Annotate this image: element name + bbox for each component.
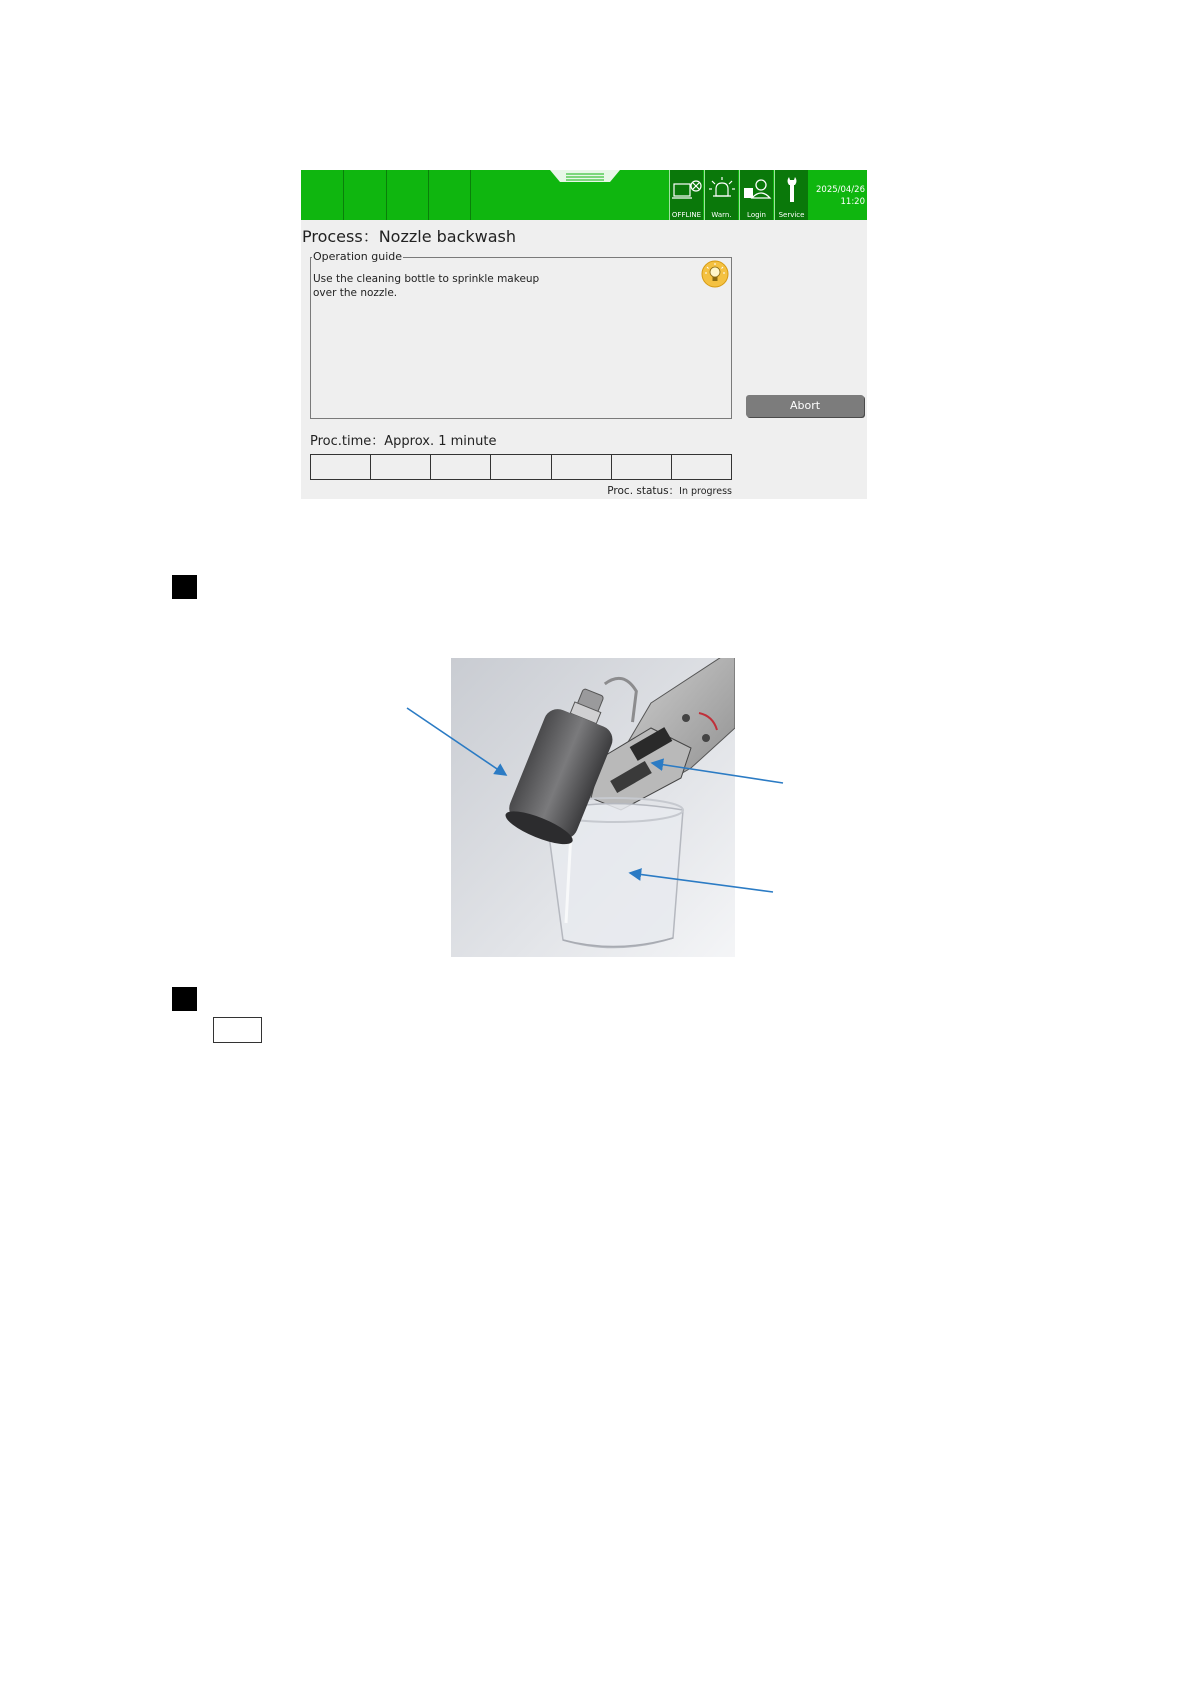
page-title: Process：Nozzle backwash [302,227,517,246]
process-status-value: In progress [679,486,732,497]
login-icon [742,176,772,204]
progress-segment [431,455,491,479]
offline-status-button[interactable] [669,170,703,220]
service-wrench-icon [777,176,807,204]
progress-segment [491,455,551,479]
operation-guide-panel [310,250,732,419]
topbar-divider [470,170,471,220]
topbar-divider [343,170,344,220]
time-text: 11:20 [840,197,865,207]
pull-down-handle-icon[interactable] [550,170,620,182]
operation-guide-legend: Operation guide [313,250,402,263]
key-box [213,1017,262,1043]
progress-segment [612,455,672,479]
offline-label: OFFLINE [671,211,702,219]
operation-guide-text: Use the cleaning bottle to sprinkle makeup over the nozzle. [313,273,540,299]
service-button[interactable] [774,170,808,220]
lightbulb-icon [701,260,729,288]
datetime-display [813,184,865,208]
progress-segment [311,455,371,479]
process-status [607,483,732,498]
login-label: Login [747,211,766,219]
step-marker [172,575,197,599]
offline-icon [672,176,702,204]
progress-segment [552,455,612,479]
warning-bell-icon [707,176,737,204]
nozzle-backwash-illustration [451,658,735,957]
top-bar [301,170,867,220]
process-status-label: Proc. status： [607,485,680,497]
warning-button[interactable] [704,170,738,220]
process-time-text: Proc.time：Approx. 1 minute [310,434,497,449]
progress-segment [672,455,731,479]
service-label: Service [778,211,805,219]
warn-label: Warn. [711,211,732,219]
print-control-screen [301,170,867,499]
step-marker [172,987,197,1011]
topbar-divider [428,170,429,220]
topbar-divider [386,170,387,220]
progress-segment [371,455,431,479]
progress-bar [310,454,732,480]
abort-button[interactable]: Abort [746,395,864,417]
date-text: 2025/04/26 [816,185,865,195]
login-button[interactable] [739,170,773,220]
